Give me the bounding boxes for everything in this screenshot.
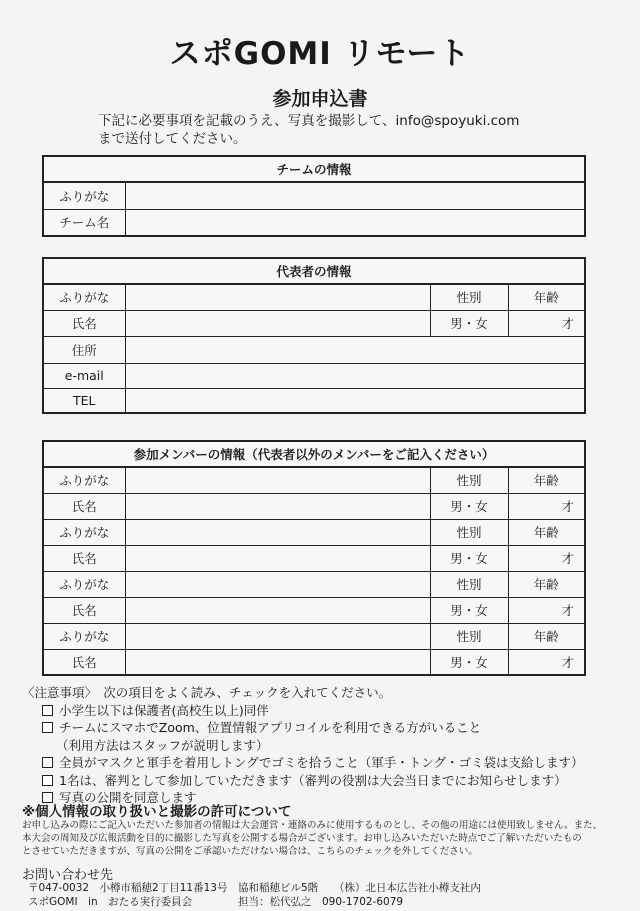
rep-gender-label: 性別	[430, 284, 508, 310]
member-gender-label: 性別	[430, 571, 508, 597]
member-1-name-row	[43, 493, 585, 519]
privacy-title: ※個人情報の取り扱いと撮影の許可について	[22, 804, 292, 820]
contact-title: お問い合わせ先	[22, 868, 114, 883]
member-name-field[interactable]	[125, 545, 430, 571]
intro-text	[98, 112, 519, 148]
member-name-label: 氏名	[43, 597, 125, 623]
page-title: スポGOMI リモート	[169, 36, 471, 72]
checkbox[interactable]	[42, 775, 53, 786]
member-name-field[interactable]	[125, 649, 430, 675]
rep-age-field[interactable]	[508, 310, 585, 336]
member-name-label: 氏名	[43, 493, 125, 519]
note-item[interactable]	[22, 772, 584, 790]
representative-info-header: 代表者の情報	[43, 258, 585, 284]
team-info-header: チームの情報	[43, 156, 585, 182]
note-item-text: 全員がマスクと軍手を着用しトングでゴミを拾うこと（軍手・トング・ゴミ袋は支給します）	[59, 755, 584, 770]
member-furigana-field[interactable]	[125, 467, 430, 493]
member-gender-choice[interactable]: 男・女	[430, 545, 508, 571]
member-age-label: 年齢	[508, 519, 585, 545]
privacy-line: お申し込みの際にご記入いただいた参加者の情報は大会運営・連絡のみに使用するものとし、その他の用途には使用致しません。また、	[22, 820, 603, 831]
rep-tel-label: TEL	[43, 388, 125, 413]
form-subtitle: 参加申込書	[272, 88, 368, 110]
member-age-field[interactable]	[508, 545, 585, 571]
rep-name-field[interactable]	[125, 310, 430, 336]
member-name-label: 氏名	[43, 649, 125, 675]
member-gender-label: 性別	[430, 467, 508, 493]
rep-tel-field[interactable]	[125, 388, 585, 413]
member-age-field[interactable]	[508, 493, 585, 519]
rep-age-label: 年齢	[508, 284, 585, 310]
member-2-name-row	[43, 545, 585, 571]
member-4-name-row	[43, 649, 585, 675]
rep-name-label: 氏名	[43, 310, 125, 336]
rep-address-label: 住所	[43, 336, 125, 363]
member-name-field[interactable]	[125, 597, 430, 623]
member-4-furigana-row	[43, 623, 585, 649]
member-furigana-label: ふりがな	[43, 519, 125, 545]
note-item-text: 1名は、審判として参加していただきます（審判の役割は大会当日までにお知らせします）	[59, 772, 567, 788]
member-gender-label: 性別	[430, 623, 508, 649]
note-item-text: 写真の公開を同意します	[59, 790, 197, 805]
intro-line-2: まで送付してください。	[98, 131, 247, 147]
member-age-label: 年齢	[508, 467, 585, 493]
privacy-line: 本大会の周知及び広報活動を目的に撮影した写真を公開する場合がございます。お申し込みいただいた時点でご了解いただいたもの	[22, 833, 582, 844]
member-furigana-label: ふりがな	[43, 467, 125, 493]
age-unit: 才	[561, 316, 574, 331]
notes-header: 〈注意事項〉 次の項目をよく読み、チェックを入れてください。	[22, 685, 392, 700]
rep-email-label: e-mail	[43, 363, 125, 388]
member-gender-choice[interactable]: 男・女	[430, 649, 508, 675]
checkbox[interactable]	[42, 705, 53, 716]
contact-address: 〒047-0032 小樽市稲穂2丁目11番13号 協和稲穂ビル5階 （株）北日本広告社小樽支社内	[28, 882, 481, 894]
rep-address-field[interactable]	[125, 336, 585, 363]
note-item-text: 小学生以下は保護者(高校生以上)同伴	[59, 702, 269, 718]
member-age-field[interactable]	[508, 649, 585, 675]
member-furigana-label: ふりがな	[43, 571, 125, 597]
age-unit: 才	[561, 603, 574, 618]
contact-organization: スポGOMI in おたる実行委員会	[28, 896, 193, 908]
member-gender-label: 性別	[430, 519, 508, 545]
member-2-furigana-row	[43, 519, 585, 545]
notes-section	[22, 684, 584, 807]
note-item[interactable]	[22, 719, 584, 737]
checkbox[interactable]	[42, 757, 53, 768]
member-furigana-label: ふりがな	[43, 623, 125, 649]
member-gender-choice[interactable]: 男・女	[430, 493, 508, 519]
age-unit: 才	[561, 654, 574, 670]
team-name-label: チーム名	[43, 209, 125, 236]
rep-email-field[interactable]	[125, 363, 585, 388]
intro-line-1: 下記に必要事項を記載のうえ、写真を撮影して、info@spoyuki.com	[98, 113, 520, 129]
member-name-field[interactable]	[125, 493, 430, 519]
member-furigana-field[interactable]	[125, 519, 430, 545]
team-info-table	[42, 155, 586, 237]
note-item[interactable]	[22, 754, 584, 772]
member-3-name-row	[43, 597, 585, 623]
member-furigana-field[interactable]	[125, 623, 430, 649]
member-age-label: 年齢	[508, 571, 585, 597]
member-name-label: 氏名	[43, 545, 125, 571]
representative-info-table	[42, 257, 586, 414]
member-age-field[interactable]	[508, 597, 585, 623]
rep-gender-choice[interactable]: 男・女	[430, 310, 508, 336]
team-name-field[interactable]	[125, 209, 585, 236]
member-furigana-field[interactable]	[125, 571, 430, 597]
privacy-body	[22, 819, 618, 858]
age-unit: 才	[561, 499, 574, 514]
member-1-furigana-row	[43, 467, 585, 493]
privacy-line: とさせていただきますが、写真の公開をご承認いただけない場合は、こちらのチェックを外してください。	[22, 846, 478, 857]
rep-furigana-label: ふりがな	[43, 284, 125, 310]
team-furigana-field[interactable]	[125, 182, 585, 209]
note-sub-text: （利用方法はスタッフが説明します）	[56, 737, 269, 753]
member-gender-choice[interactable]: 男・女	[430, 597, 508, 623]
team-furigana-label: ふりがな	[43, 182, 125, 209]
note-item-text: チームにスマホでZoom、位置情報アプリコイルを利用できる方がいること	[59, 720, 482, 735]
note-item[interactable]	[22, 702, 584, 720]
member-age-label: 年齢	[508, 623, 585, 649]
rep-furigana-field[interactable]	[125, 284, 430, 310]
checkbox[interactable]	[42, 722, 53, 733]
age-unit: 才	[561, 551, 574, 566]
members-info-header: 参加メンバーの情報（代表者以外のメンバーをご記入ください）	[43, 441, 585, 467]
member-3-furigana-row	[43, 571, 585, 597]
members-info-table	[42, 440, 586, 676]
contact-person: 担当：松代弘之 090-1702-6079	[238, 896, 404, 908]
